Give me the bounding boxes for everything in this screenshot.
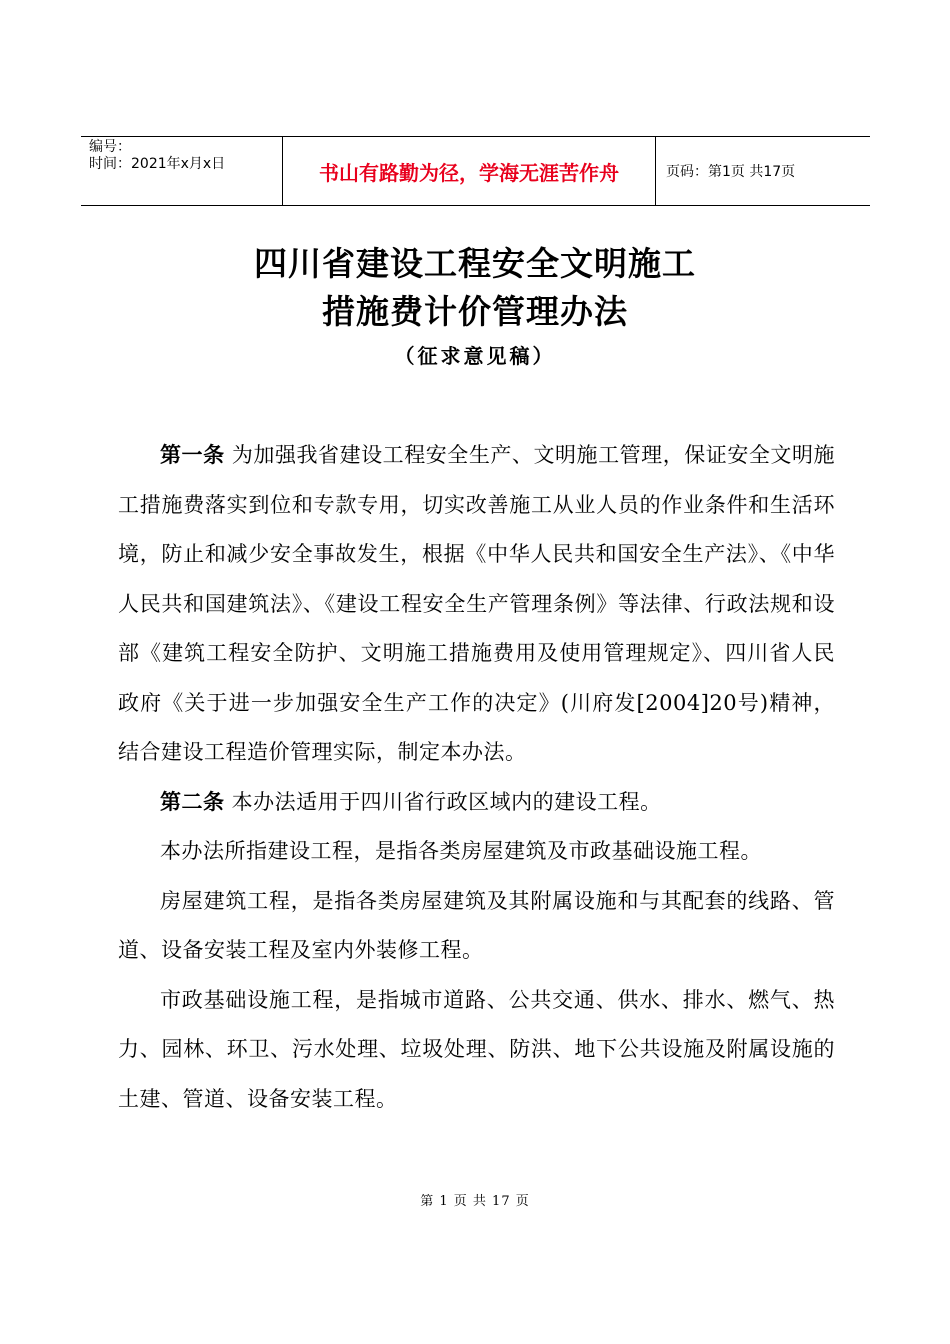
page-footer: 第 1 页 共 17 页	[420, 1194, 530, 1209]
article-label: 第二条	[160, 789, 225, 814]
paragraph-text: 本办法所指建设工程，是指各类房屋建筑及市政基础设施工程。	[160, 839, 762, 863]
document-title-line1: 四川省建设工程安全文明施工	[254, 244, 696, 283]
paragraph	[118, 827, 835, 877]
time-label: 时间：2021年x月x日	[89, 156, 226, 172]
paragraph	[118, 877, 835, 976]
header-motto: 书山有路勤为径，学海无涯苦作舟	[283, 137, 656, 205]
paragraph-text: 为加强我省建设工程安全生产、文明施工管理，保证安全文明施工措施费落实到位和专款专用，切实改善施工从业人员的作业条件和生活环境，防止和减少安全事故发生，根据《中华人民共和国安全生产法》、《中华人民共和国建筑法》、《建设工程安全生产管理条例》等法律、行政法规和设部《建筑工程安全防护、文明施工措施费用及使用管理规定》、四川省人民政府《关于进一步加强安全生产工作的决定》(川府发[2004]20号)精神，结合建设工程造价管理实际，制定本办法。	[118, 443, 835, 764]
header-table	[81, 136, 870, 206]
article-label: 第一条	[160, 443, 225, 467]
paragraph	[118, 778, 835, 828]
document-title-line2: 措施费计价管理办法	[322, 292, 628, 331]
paragraph	[118, 976, 835, 1125]
paragraph	[118, 431, 835, 778]
header-page-info: 页码：第1页 共17页	[666, 164, 796, 180]
paragraph-text: 市政基础设施工程，是指城市道路、公共交通、供水、排水、燃气、热力、园林、环卫、污水处理、垃圾处理、防洪、地下公共设施及附属设施的土建、管道、设备安装工程。	[118, 987, 835, 1111]
number-label: 编号：	[89, 139, 131, 155]
paragraph-text: 本办法适用于四川省行政区域内的建设工程。	[224, 789, 662, 814]
header-meta-cell	[81, 137, 283, 205]
document-subtitle: （征求意见稿）	[394, 344, 556, 368]
document-body	[118, 431, 835, 1124]
paragraph-text: 房屋建筑工程，是指各类房屋建筑及其附属设施和与其配套的线路、管道、设备安装工程及室内外装修工程。	[118, 888, 835, 962]
